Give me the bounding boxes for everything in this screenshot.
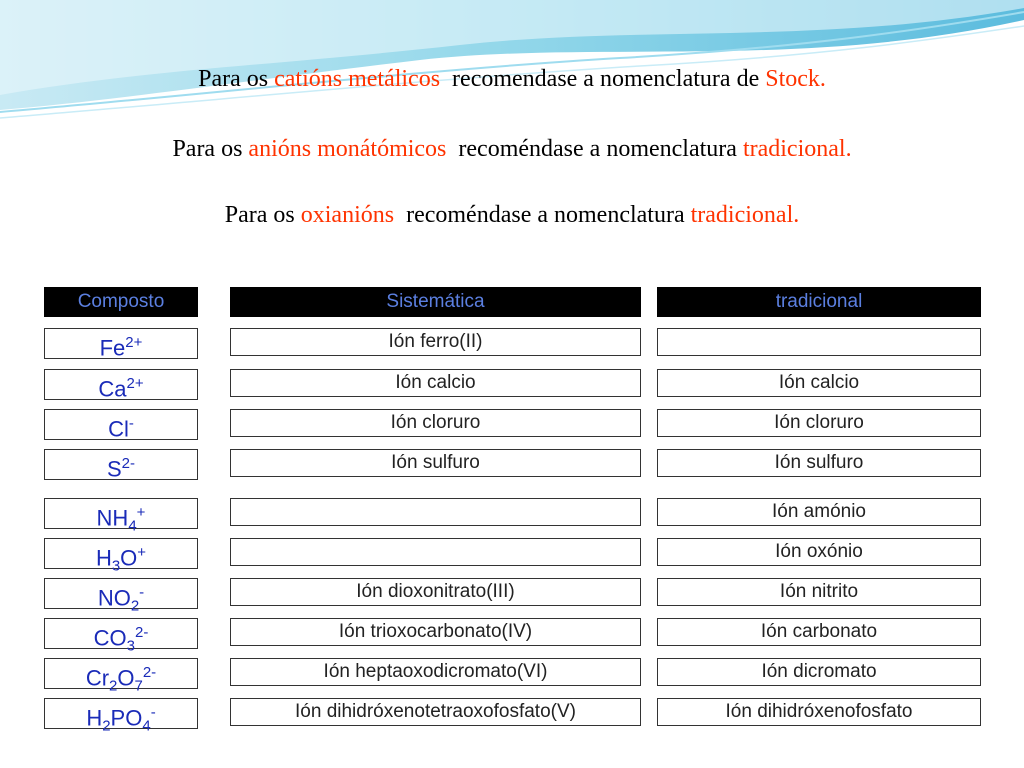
systematic-name-cell bbox=[230, 498, 641, 526]
systematic-name-cell: Ión calcio bbox=[230, 369, 641, 397]
traditional-name-cell: Ión dicromato bbox=[657, 658, 981, 686]
systematic-name-cell: Ión trioxocarbonato(IV) bbox=[230, 618, 641, 646]
systematic-name-cell: Ión sulfuro bbox=[230, 449, 641, 477]
systematic-name-cell: Ión dihidróxenotetraoxofosfato(V) bbox=[230, 698, 641, 726]
formula-cell: Cl- bbox=[44, 409, 198, 440]
formula-cell: $CO_3^{2-}$ bbox=[44, 618, 198, 649]
systematic-name-cell: Ión cloruro bbox=[230, 409, 641, 437]
traditional-name-cell bbox=[657, 328, 981, 356]
formula-cell: $S^{2-}$ bbox=[44, 449, 198, 480]
formula-cell: $Ca^{2+}$ bbox=[44, 369, 198, 400]
formula-cell: $Cr_2O_7^{2-}$ bbox=[44, 658, 198, 689]
traditional-name-cell: Ión dihidróxenofosfato bbox=[657, 698, 981, 726]
formula-cell: $Fe^{2+}$ bbox=[44, 328, 198, 359]
systematic-name-cell: Ión ferro(II) bbox=[230, 328, 641, 356]
traditional-name-cell: Ión carbonato bbox=[657, 618, 981, 646]
formula-cell: $NH_4^+$ bbox=[44, 498, 198, 529]
traditional-name-cell: Ión sulfuro bbox=[657, 449, 981, 477]
systematic-name-cell bbox=[230, 538, 641, 566]
systematic-name-cell: Ión dioxonitrato(III) bbox=[230, 578, 641, 606]
intro-line-2: Para os anións monátómicos recoméndase a nomenclatura tradicional. bbox=[172, 136, 852, 162]
traditional-name-cell: Ión amónio bbox=[657, 498, 981, 526]
formula-cell: $H_3O^+$ bbox=[44, 538, 198, 569]
formula-cell: $H_2PO_4^-$ bbox=[44, 698, 198, 729]
intro-line-1: Para os catións metálicos recomendase a nomenclatura de Stock. bbox=[198, 66, 826, 92]
header-composto: Composto bbox=[44, 287, 198, 317]
traditional-name-cell: Ión calcio bbox=[657, 369, 981, 397]
traditional-name-cell: Ión nitrito bbox=[657, 578, 981, 606]
header-tradicional: tradicional bbox=[657, 287, 981, 317]
traditional-name-cell: Ión cloruro bbox=[657, 409, 981, 437]
systematic-name-cell: Ión heptaoxodicromato(VI) bbox=[230, 658, 641, 686]
formula-cell: $NO_2^-$ bbox=[44, 578, 198, 609]
intro-line-3: Para os oxianións recoméndase a nomenclatura tradicional. bbox=[224, 202, 800, 228]
traditional-name-cell: Ión oxónio bbox=[657, 538, 981, 566]
header-sistematica: Sistemática bbox=[230, 287, 641, 317]
